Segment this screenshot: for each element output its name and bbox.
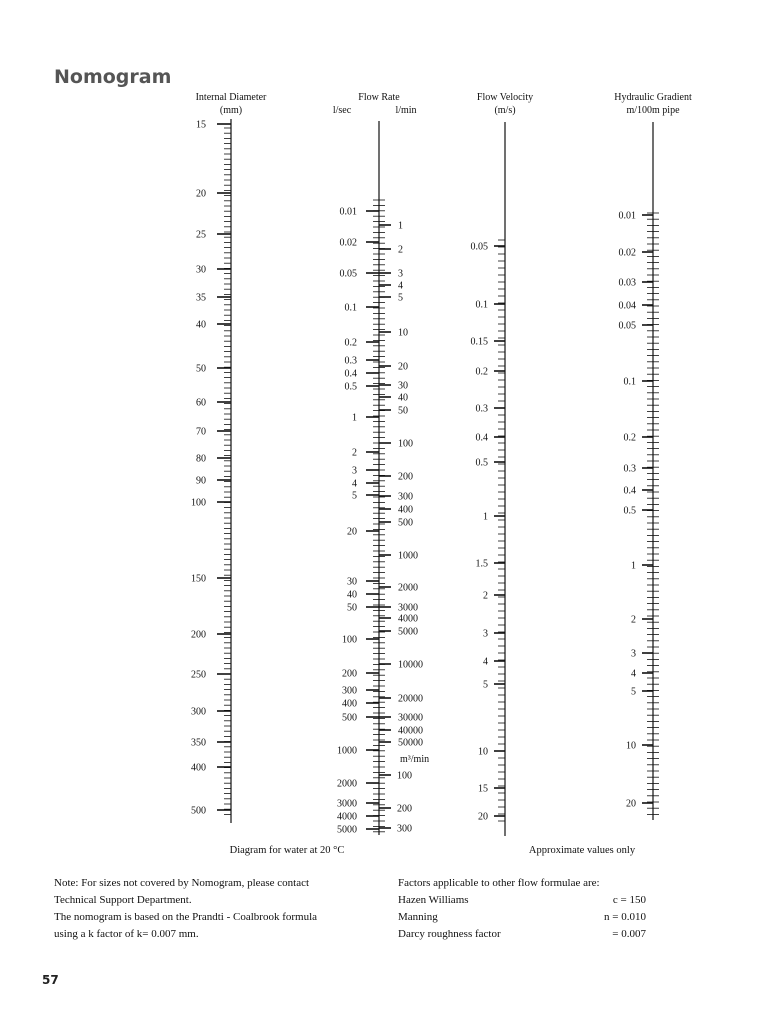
notes-left (54, 875, 384, 943)
flow-rate-lmin-label: 10000 (398, 659, 423, 671)
diameter-header: Internal Diameter (195, 92, 267, 103)
flow-rate-lmin-label: 40000 (398, 725, 423, 737)
factor-row (398, 926, 648, 943)
diameter-tick-label: 90 (196, 475, 206, 487)
gradient-tick-label: 0.05 (618, 320, 636, 332)
diameter-tick-label: 150 (191, 573, 206, 585)
flow-rate-lsec-label: 30 (347, 576, 357, 588)
diameter-tick-label: 35 (196, 292, 206, 304)
velocity-tick-label: 3 (483, 628, 488, 640)
diameter-tick-label: 300 (191, 706, 206, 718)
velocity-tick-label: 5 (483, 679, 488, 691)
gradient-tick-label: 20 (626, 798, 636, 810)
flow-rate-lsec-label: 0.01 (339, 206, 357, 218)
flow-rate-lsec-label: 40 (347, 589, 357, 601)
flow-rate-lmin-label: 30 (398, 380, 408, 392)
velocity-tick-label: 20 (478, 811, 488, 823)
flow-rate-lsec-label: 0.5 (344, 381, 357, 393)
gradient-tick-label: 10 (626, 740, 636, 752)
gradient-tick-label: 0.2 (623, 432, 636, 444)
flow-rate-lsec-label: 0.02 (339, 237, 357, 249)
factor-name: Darcy roughness factor (398, 928, 501, 940)
flow-rate-lsec-label: 500 (342, 712, 357, 724)
flow-rate-lmin-label: 1 (398, 220, 403, 232)
velocity-tick-label: 4 (483, 656, 488, 668)
note-line: Note: For sizes not covered by Nomogram, please contact (54, 877, 310, 889)
flow-rate-lsec-label: 200 (342, 668, 357, 680)
velocity-tick-label: 1 (483, 511, 488, 523)
gradient-tick-label: 0.5 (623, 505, 636, 517)
water-temperature-caption: Diagram for water at 20 °C (229, 845, 345, 856)
factors-heading: Factors applicable to other flow formulae are: (398, 877, 600, 889)
flow-rate-lmin-label: 50000 (398, 737, 423, 749)
flow-rate-lmin-label: 200 (398, 471, 413, 483)
flow-rate-unit-lsec: l/sec (332, 105, 352, 116)
gradient-unit: m/100m pipe (626, 105, 680, 116)
gradient-header: Hydraulic Gradient (614, 92, 692, 103)
diameter-tick-label: 200 (191, 629, 206, 641)
flow-rate-lsec-label: 400 (342, 698, 357, 710)
note-line: using a k factor of k= 0.007 mm. (54, 928, 199, 940)
gradient-tick-label: 0.02 (618, 247, 636, 259)
gradient-tick-label: 0.1 (623, 376, 636, 388)
diameter-tick-label: 60 (196, 397, 206, 409)
flow-rate-lmin-label: 1000 (398, 550, 418, 562)
factor-value: = 0.007 (612, 928, 646, 940)
flow-rate-lmin-label: 400 (398, 504, 413, 516)
factors-panel (398, 875, 648, 943)
flow-rate-lsec-label: 20 (347, 526, 357, 538)
gradient-tick-label: 3 (631, 648, 636, 660)
diameter-tick-label: 100 (191, 497, 206, 509)
velocity-tick-label: 0.4 (475, 432, 488, 444)
flow-rate-m3-label: 100 (397, 770, 412, 782)
flow-rate-lmin-label: 30000 (398, 712, 423, 724)
flow-rate-lmin-label: 5 (398, 292, 403, 304)
flow-rate-lsec-label: 5000 (337, 824, 357, 836)
factor-name: Hazen Williams (398, 894, 469, 906)
flow-rate-lsec-label: 0.1 (344, 302, 357, 314)
note-line: Technical Support Department. (54, 894, 192, 906)
flow-rate-lmin-label: 40 (398, 392, 408, 404)
m3-unit-label: m³/min (400, 754, 430, 765)
gradient-tick-label: 2 (631, 614, 636, 626)
velocity-tick-label: 2 (483, 590, 488, 602)
gradient-tick-label: 0.4 (623, 485, 636, 497)
flow-rate-lmin-label: 4000 (398, 613, 418, 625)
factor-row (398, 909, 648, 926)
velocity-tick-label: 1.5 (475, 558, 488, 570)
flow-rate-lsec-label: 3000 (337, 798, 357, 810)
velocity-tick-label: 0.05 (470, 241, 488, 253)
flow-rate-lsec-label: 1000 (337, 745, 357, 757)
flow-rate-lsec-label: 2 (352, 447, 357, 459)
flow-rate-lsec-label: 0.2 (344, 337, 357, 349)
velocity-tick-label: 15 (478, 783, 488, 795)
diameter-tick-label: 500 (191, 805, 206, 817)
flow-rate-lmin-label: 2 (398, 244, 403, 256)
gradient-tick-label: 1 (631, 560, 636, 572)
gradient-tick-label: 0.04 (618, 300, 636, 312)
diameter-tick-label: 70 (196, 426, 206, 438)
flow-rate-m3-label: 300 (397, 823, 412, 835)
flow-rate-lsec-label: 100 (342, 634, 357, 646)
velocity-tick-label: 0.5 (475, 457, 488, 469)
flow-rate-lsec-label: 4 (352, 478, 357, 490)
diameter-tick-label: 80 (196, 453, 206, 465)
gradient-tick-label: 0.03 (618, 277, 636, 289)
diameter-tick-label: 40 (196, 319, 206, 331)
flow-rate-lmin-label: 4 (398, 280, 403, 292)
diameter-unit: (mm) (219, 105, 243, 116)
flow-rate-lmin-label: 50 (398, 405, 408, 417)
flow-rate-lsec-label: 0.4 (344, 368, 357, 380)
flow-rate-lmin-label: 20 (398, 361, 408, 373)
flow-rate-lsec-label: 5 (352, 490, 357, 502)
diameter-tick-label: 15 (196, 119, 206, 131)
gradient-tick-label: 0.3 (623, 463, 636, 475)
diameter-tick-label: 400 (191, 762, 206, 774)
diameter-tick-label: 350 (191, 737, 206, 749)
flow-rate-m3-label: 200 (397, 803, 412, 815)
flow-rate-lmin-label: 3 (398, 268, 403, 280)
velocity-tick-label: 0.15 (470, 336, 488, 348)
flow-rate-lmin-label: 2000 (398, 582, 418, 594)
diameter-tick-label: 20 (196, 188, 206, 200)
flow-rate-lmin-label: 5000 (398, 626, 418, 638)
page-number: 57 (42, 973, 59, 987)
flow-rate-lsec-label: 3 (352, 465, 357, 477)
flow-rate-lsec-label: 4000 (337, 811, 357, 823)
gradient-tick-label: 0.01 (618, 210, 636, 222)
gradient-tick-label: 4 (631, 668, 636, 680)
flow-rate-lmin-label: 3000 (398, 602, 418, 614)
diameter-tick-label: 25 (196, 229, 206, 241)
velocity-tick-label: 0.1 (475, 299, 488, 311)
note-line: The nomogram is based on the Prandti - Coalbrook formula (54, 911, 318, 923)
flow-rate-lsec-label: 50 (347, 602, 357, 614)
velocity-tick-label: 0.2 (475, 366, 488, 378)
approximate-values-caption: Approximate values only (528, 845, 636, 856)
velocity-header: Flow Velocity (476, 92, 534, 103)
flow-rate-lmin-label: 100 (398, 438, 413, 450)
velocity-tick-label: 10 (478, 746, 488, 758)
gradient-tick-label: 5 (631, 686, 636, 698)
flow-rate-lsec-label: 2000 (337, 778, 357, 790)
flow-rate-lsec-label: 0.05 (339, 268, 357, 280)
flow-rate-header: Flow Rate (358, 92, 400, 103)
factor-name: Manning (398, 911, 438, 923)
velocity-unit: (m/s) (494, 105, 516, 116)
velocity-tick-label: 0.3 (475, 403, 488, 415)
flow-rate-lsec-label: 1 (352, 412, 357, 424)
diameter-tick-label: 50 (196, 363, 206, 375)
factor-row (398, 892, 648, 909)
flow-rate-lmin-label: 10 (398, 327, 408, 339)
flow-rate-unit-lmin: l/min (395, 105, 417, 116)
page-title: Nomogram (54, 66, 172, 88)
flow-rate-lmin-label: 500 (398, 517, 413, 529)
diameter-tick-label: 250 (191, 669, 206, 681)
factor-value: n = 0.010 (604, 911, 646, 923)
flow-rate-lmin-label: 300 (398, 491, 413, 503)
flow-rate-lsec-label: 300 (342, 685, 357, 697)
diameter-tick-label: 30 (196, 264, 206, 276)
flow-rate-lmin-label: 20000 (398, 693, 423, 705)
factor-value: c = 150 (612, 894, 646, 906)
flow-rate-lsec-label: 0.3 (344, 355, 357, 367)
